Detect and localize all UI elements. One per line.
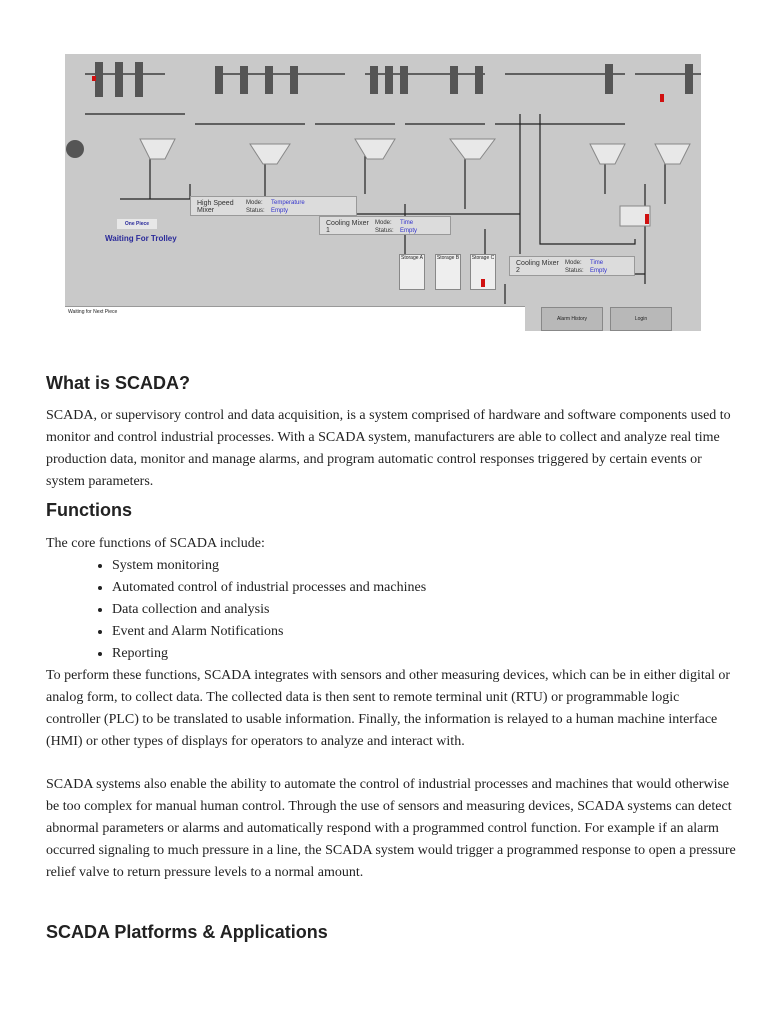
list-item: • Data collection and analysis — [112, 599, 426, 621]
list-item: • Reporting — [112, 643, 426, 665]
mode-value: Temperature — [271, 200, 305, 206]
message-bar — [65, 306, 525, 331]
status-label: Status: — [565, 268, 584, 274]
storage-level-fill — [481, 279, 485, 287]
status-value: Empty — [400, 228, 418, 234]
mixer-title: Cooling Mixer 2 — [516, 260, 559, 274]
mixer-title: High Speed Mixer — [197, 200, 234, 214]
cooling-mixer-1-panel[interactable] — [319, 216, 451, 235]
mode-label: Mode: — [565, 260, 582, 266]
one-piece-indicator: One Piece — [117, 219, 157, 229]
waiting-status: Waiting For Trolley — [105, 234, 177, 243]
storage-label: Storage A — [401, 255, 423, 261]
cooling-mixer-2-panel[interactable] — [509, 256, 635, 276]
storage-c[interactable] — [470, 254, 496, 290]
heading-functions: Functions — [46, 500, 132, 520]
list-item: • Automated control of industrial processes and machines — [112, 577, 426, 599]
login-button[interactable]: Login — [610, 307, 672, 331]
mode-label: Mode: — [375, 220, 392, 226]
automate-paragraph: SCADA systems also enable the ability to automate the control of industrial processes and machines that would otherwise be too complex for manual human control. Through the use of sensors and measuring devices, SCADA systems can detect abnormal parameters or alarms and automatically respond with a programmed control function. For example if an alarm occurred signaling to much pressure in a line, the SCADA system would trigger a programmed response to open a pressure relief valve to return pressure levels to a normal amount. — [46, 777, 736, 880]
list-item: • Event and Alarm Notifications — [112, 621, 426, 643]
alarm-history-button[interactable]: Alarm History — [541, 307, 603, 331]
storage-label: Storage C — [471, 255, 495, 261]
what-is-paragraph: SCADA, or supervisory control and data acquisition, is a system comprised of hardware and software components used to monitor and control industrial processes. With a SCADA system, manufacturers are able to collect and analyze real time production data, monitor and manage alarms, and program automatic control responses triggered by certain events or system parameters. — [46, 408, 731, 489]
mode-label: Mode: — [246, 200, 263, 206]
scada-hmi-screenshot — [65, 54, 701, 331]
status-message: Waiting for Next Piece — [68, 309, 118, 315]
perform-paragraph: To perform these functions, SCADA integrates with sensors and other measuring devices, which can be in either digital or analog form, to collect data. The collected data is then sent to remote terminal unit (RTU) or programmable logic controller (PLC) to be translated to usable information. Finally, the information is relayed to a human machine interface (HMI) or other types of displays for operators to analyze and interact with. — [46, 668, 731, 749]
process-piping-diagram — [65, 54, 701, 331]
mode-value: Time — [400, 220, 414, 226]
storage-b[interactable] — [435, 254, 461, 290]
status-label: Status: — [246, 208, 265, 214]
functions-list — [46, 555, 426, 665]
high-speed-mixer-panel[interactable] — [190, 196, 357, 216]
status-value: Empty — [271, 208, 289, 214]
status-value: Empty — [590, 268, 608, 274]
heading-what-is-scada: What is SCADA? — [46, 373, 190, 393]
functions-intro: The core functions of SCADA include: — [46, 536, 265, 551]
list-item: • System monitoring — [112, 555, 426, 577]
mode-value: Time — [590, 260, 604, 266]
storage-a[interactable] — [399, 254, 425, 290]
storage-label: Storage B — [436, 255, 460, 261]
heading-platforms: SCADA Platforms & Applications — [46, 922, 328, 942]
status-label: Status: — [375, 228, 394, 234]
mixer-title: Cooling Mixer 1 — [326, 220, 369, 234]
